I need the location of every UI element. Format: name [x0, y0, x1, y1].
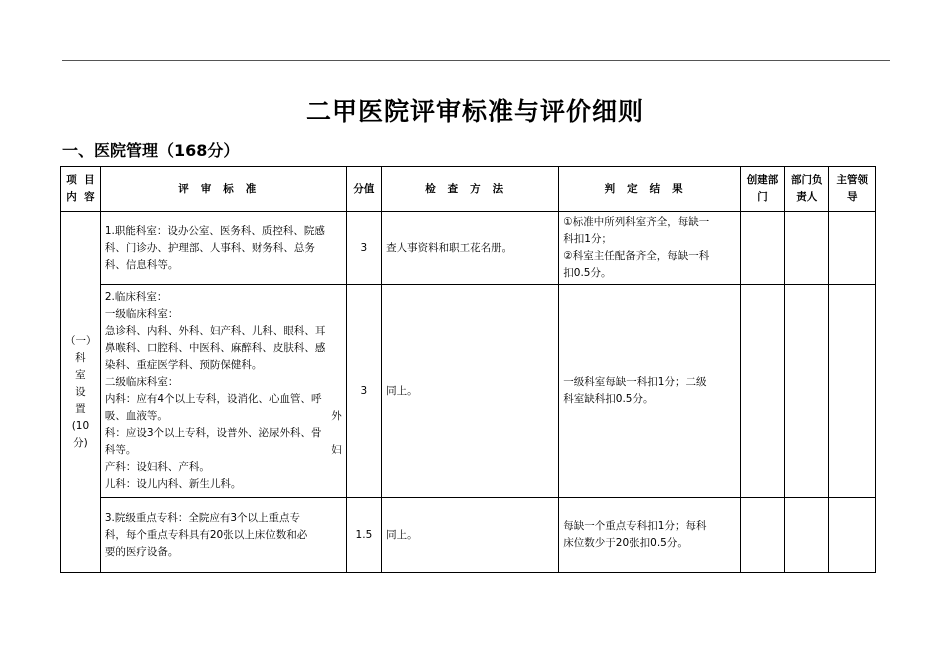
supervisor-cell — [829, 212, 876, 285]
standard-line-right-word: 妇 — [331, 444, 342, 456]
result-line: ①标准中所列科室齐全，每缺一 — [563, 216, 710, 228]
header-build-dept: 创建部门 — [740, 167, 784, 212]
method-cell: 同上。 — [382, 498, 559, 573]
section-heading: 一、医院管理（168分） — [62, 141, 240, 160]
header-supervisor: 主管领导 — [829, 167, 876, 212]
standard-line: 鼻喉科、口腔科、中医科、麻醉科、皮肤科、感 — [104, 342, 326, 354]
result-line: 科室缺科扣0.5分。 — [563, 393, 654, 405]
build-dept-cell — [740, 285, 784, 498]
result-cell — [559, 498, 741, 573]
standard-line: 科：应设3个以上专科，设普外、泌尿外科、骨 — [104, 427, 322, 439]
table-row — [61, 498, 876, 573]
standard-line: 二级临床科室： — [104, 376, 179, 388]
result-cell — [559, 285, 741, 498]
standard-line: 产科：设妇科、产科。 — [104, 461, 210, 473]
score-cell: 3 — [346, 285, 381, 498]
result-line: 科扣1分； — [563, 233, 612, 245]
standard-line: 儿科：设儿内科、新生儿科。 — [104, 478, 242, 490]
result-line: 扣0.5分。 — [563, 267, 612, 279]
method-cell: 同上。 — [382, 285, 559, 498]
document-title: 二甲医院评审标准与评价细则 — [305, 97, 644, 126]
standard-line: 要的医疗设备。 — [104, 545, 179, 558]
standard-cell — [100, 285, 346, 498]
header-result: 判定结果 — [559, 167, 741, 212]
supervisor-cell — [829, 285, 876, 498]
standard-line: 1.职能科室：设办公室、医务科、质控科、院感 — [104, 224, 325, 237]
category-line: (10 — [71, 419, 90, 432]
standard-line — [105, 408, 342, 425]
method-cell: 查人事资料和职工花名册。 — [382, 212, 559, 285]
table-row — [61, 212, 876, 285]
standard-line: 科，每个重点专科具有20张以上床位数和必 — [104, 528, 308, 541]
build-dept-cell — [740, 498, 784, 573]
category-line: 设 — [75, 385, 86, 398]
header-score: 分值 — [346, 167, 381, 212]
standard-line: 科、信息科等。 — [104, 258, 179, 271]
header-item-line1: 项 目 — [66, 174, 95, 186]
category-line: 科 — [75, 351, 86, 364]
category-cell — [61, 212, 101, 573]
standard-line: 2.临床科室： — [104, 291, 168, 303]
standard-line: 一级临床科室： — [104, 308, 179, 320]
header-dept-head: 部门负责人 — [785, 167, 829, 212]
category-line: （一） — [65, 334, 97, 347]
result-line: 一级科室每缺一科扣1分；二级 — [563, 376, 707, 388]
standard-line: 内科：应有4个以上专科，设消化、心血管、呼 — [104, 393, 322, 405]
standard-line-text: 科等。 — [104, 444, 137, 456]
result-line: 床位数少于20张扣0.5分。 — [563, 537, 688, 549]
standard-cell — [100, 498, 346, 573]
standard-line: 3.院级重点专科：全院应有3个以上重点专 — [104, 511, 301, 524]
standard-line-text: 吸、血液等。 — [104, 410, 168, 422]
evaluation-table — [60, 166, 876, 573]
category-line: 室 — [75, 368, 86, 381]
build-dept-cell — [740, 212, 784, 285]
table-header-row — [61, 167, 876, 212]
header-item-line2: 内 容 — [66, 191, 95, 203]
result-line: ②科室主任配备齐全，每缺一科 — [563, 250, 710, 262]
standard-line: 科、门诊办、护理部、人事科、财务科、总务 — [104, 241, 315, 254]
category-line: 置 — [75, 402, 86, 415]
header-item-content — [61, 167, 101, 212]
dept-head-cell — [785, 212, 829, 285]
standard-cell — [100, 212, 346, 285]
standard-line-right-word: 外 — [331, 410, 342, 422]
score-cell: 3 — [346, 212, 381, 285]
header-rule — [62, 60, 890, 61]
standard-line: 急诊科、内科、外科、妇产科、儿科、眼科、耳 — [104, 325, 326, 337]
standard-line: 染科、重症医学科、预防保健科。 — [104, 359, 263, 371]
supervisor-cell — [829, 498, 876, 573]
header-standard: 评审标准 — [100, 167, 346, 212]
header-method: 检查方法 — [382, 167, 559, 212]
dept-head-cell — [785, 498, 829, 573]
score-cell: 1.5 — [346, 498, 381, 573]
result-line: 每缺一个重点专科扣1分；每科 — [563, 520, 707, 532]
result-cell — [559, 212, 741, 285]
standard-line — [105, 442, 342, 459]
category-line: 分) — [73, 436, 88, 449]
table-row — [61, 285, 876, 498]
dept-head-cell — [785, 285, 829, 498]
